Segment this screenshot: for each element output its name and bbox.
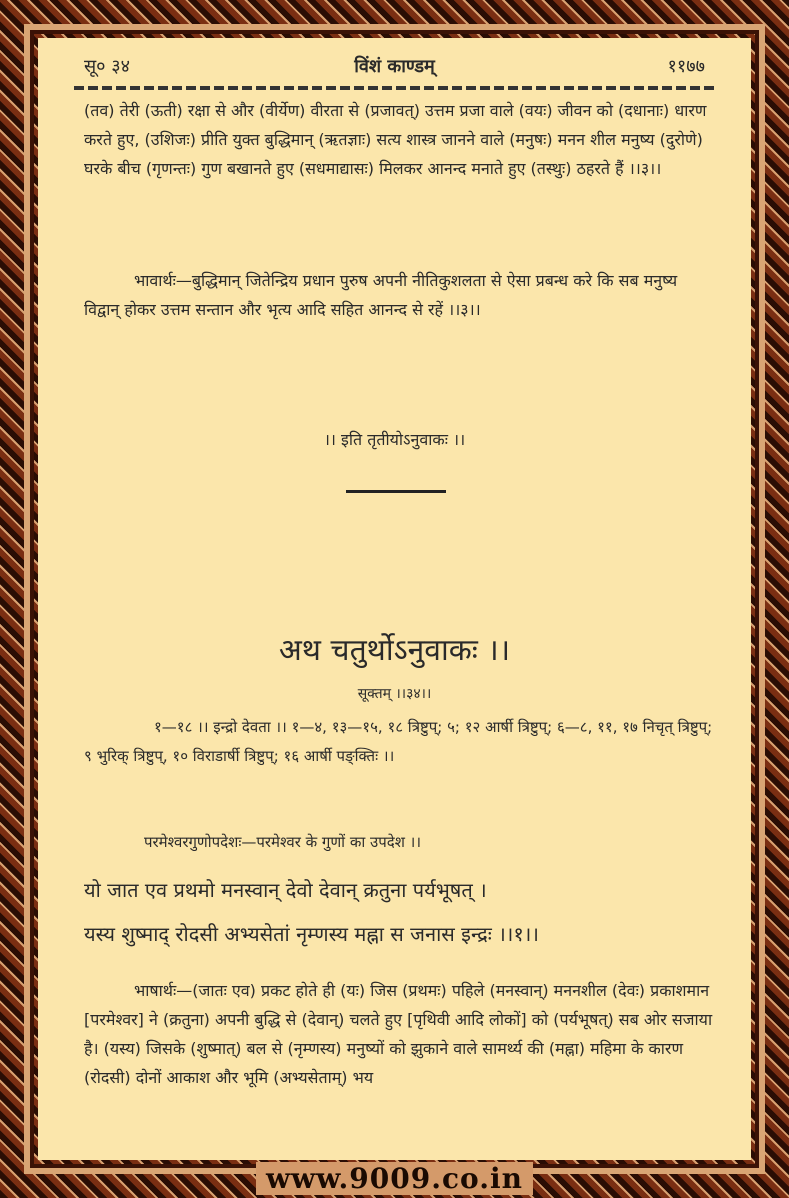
website-url: www.9009.co.in [256,1162,533,1195]
section-divider [346,490,446,493]
page-number: ११७७ [667,56,705,77]
document-page [38,38,751,1160]
sukta-number: सू० ३४ [84,56,130,77]
upadesha-line: परमेश्वरगुणोपदेशः—परमेश्वर के गुणों का उपदेश ।। [144,833,422,851]
footer [0,1160,789,1198]
iti-line: ।। इति तृतीयोऽनुवाकः ।। [323,430,466,449]
mantra-line-1: यो जात एव प्रथमो मनस्वान् देवो देवान् क्रतुना पर्यभूषत् । [84,878,487,902]
header-rule [74,86,715,90]
anuvaka-title: अथ चतुर्थोऽनुवाकः ।। [278,633,511,668]
mantra-line-2: यस्य शुष्माद् रोदसी अभ्यसेतां नृम्णस्य मह्ना स जनास इन्द्रः ।।१।। [84,922,539,946]
page-header [78,50,711,80]
translation-paragraph: (तव) तेरी (ऊती) रक्षा से और (वीर्येण) वीरता से (प्रजावत्) उत्तम प्रजा वाले (वयः) जीवन को (दधानाः) धारण करते हुए, (उशिजः) प्रीति युक्त बुद्धिमान् (ऋतज्ञाः) सत्य शास्त्र जानने वाले (मनुषः) मनन शील मनुष्य (दुरोणे) घरके बीच (गृणन्तः) गुण बखानते हुए (सधमाद्यासः) मिलकर आनन्द मनाते हुए (तस्थुः) ठहरते हैं ।।३।। [84,101,707,178]
sukta-label: सूक्तम् ।।३४।। [357,686,432,702]
devata-text: १—१८ ।। इन्द्रो देवता ।। १—४, १३—१५, १८ त्रिष्टुप्; ५; १२ आर्षी त्रिष्टुप्; ६—८, ११, १७ निचृत् त्रिष्टुप्; ९ भुरिक् त्रिष्टुप्, १० विराडार्षी त्रिष्टुप्; १६ आर्षी पङ्क्तिः ।। [84,718,713,765]
kanda-title: विंशं काण्डम् [354,56,435,77]
bhavartha-paragraph: भावार्थः—बुद्धिमान् जितेन्द्रिय प्रधान पुरुष अपनी नीतिकुशलता से ऐसा प्रबन्ध करे कि सब मनुष्य विद्वान् होकर उत्तम सन्तान और भृत्य आदि सहित आनन्द से रहें ।।३।। [84,271,678,319]
bhashartha-paragraph: भाषार्थः—(जातः एव) प्रकट होते ही (यः) जिस (प्रथमः) पहिले (मनस्वान्) मननशील (देवः) प्रकाशमान [परमेश्वर] ने (क्रतुना) अपनी बुद्धि से (देवान्) चलते हुए [पृथिवी आदि लोकों] को (पर्यभूषत्) सब ओर सजाया है। (यस्य) जिसके (शुष्मात्) बल से (नृम्णस्य) मनुष्यों को झुकाने वाले सामर्थ्य की (मह्ना) महिमा के कारण (रोदसी) दोनों आकाश और भूमि (अभ्यसेताम्) भय [84,981,713,1087]
